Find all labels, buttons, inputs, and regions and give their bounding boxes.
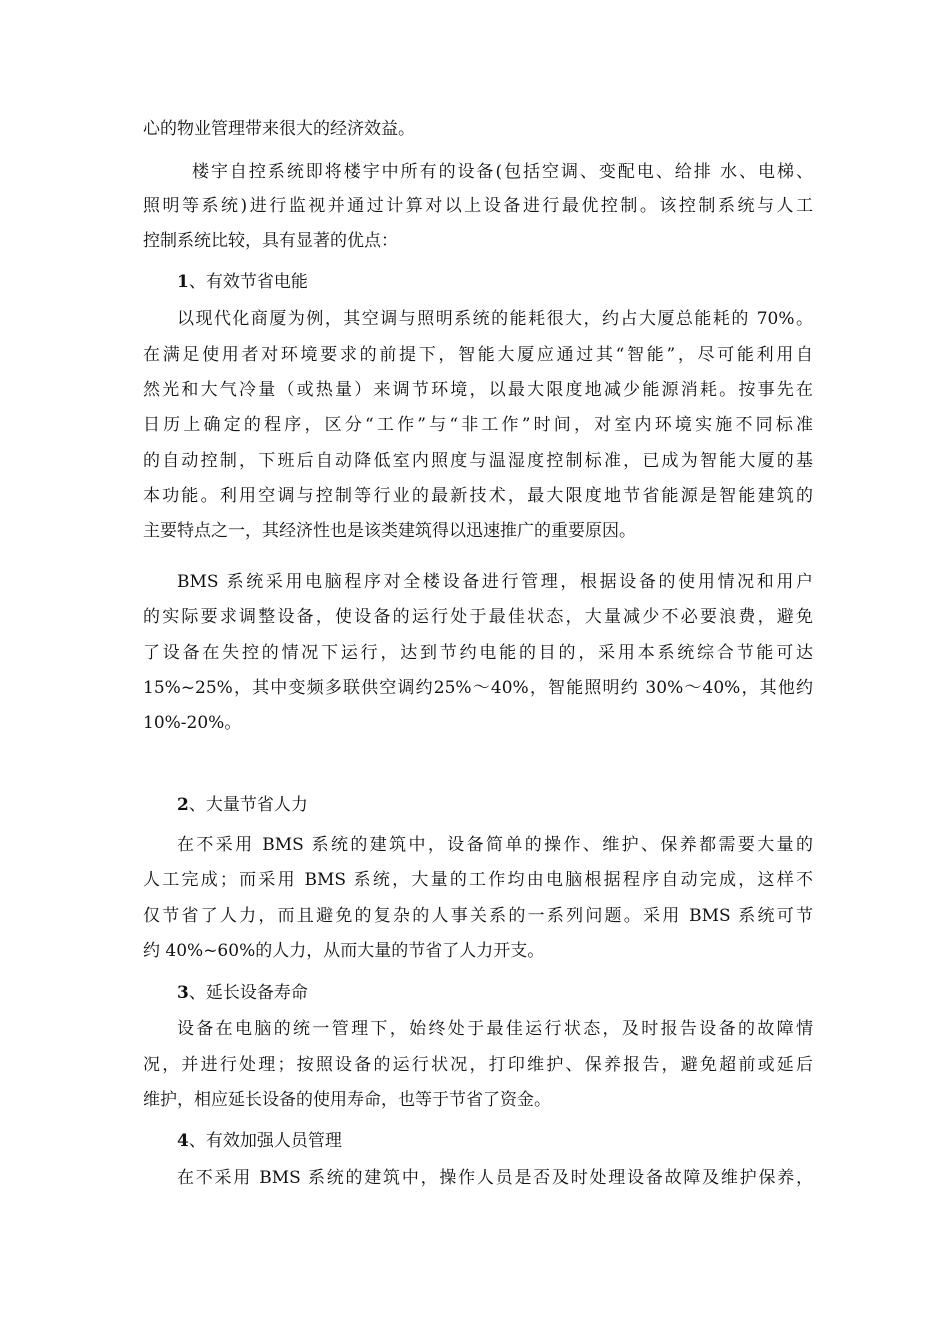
text-line: 心的物业管理带来很大的经济效益。 [143,119,415,139]
text-line: 在不采用 BMS 系统的建筑中，设备简单的操作、维护、保养都需要大量的 [177,835,813,855]
text-line: 15%~25%，其中变频多联供空调约25%～40%，智能照明约 30%～40%，其他约 [143,678,813,698]
heading-text: 、大量节省人力 [188,795,308,815]
heading-text: 、有效加强人员管理 [188,1131,342,1151]
text-line: 楼宇自控系统即将楼宇中所有的设备(包括空调、变配电、给排 水、电梯、 [192,162,813,182]
text-line: 然光和大气冷量（或热量）来调节环境，以最大限度地减少能源消耗。按事先在 [143,380,813,400]
text-line: 设备在电脑的统一管理下，始终处于最佳运行状态，及时报告设备的故障情 [177,1019,813,1039]
text-line: 主要特点之一，其经济性也是该类建筑得以迅速推广的重要原因。 [143,521,636,541]
text-line: 的实际要求调整设备，使设备的运行处于最佳状态，大量减少不必要浪费，避免 [143,607,813,627]
text-line: 仅节省了人力，而且避免的复杂的人事关系的一系列问题。采用 BMS 系统可节 [143,906,813,926]
text-line: 约 40%~60%的人力，从而大量的节省了人力开支。 [143,941,545,961]
text-line: 况，并进行处理；按照设备的运行状况，打印维护、保养报告，避免超前或延后 [143,1055,813,1075]
section-heading-2 [177,788,813,822]
heading-text: 、有效节省电能 [188,272,308,292]
heading-number: 1 [177,272,189,292]
text-line: 了设备在失控的情况下运行，达到节约电能的目的，采用本系统综合节能可达 [143,643,813,663]
heading-number: 4 [177,1131,189,1151]
section-heading-1 [177,265,813,299]
text-line: 的自动控制，下班后自动降低室内照度与温湿度控制标准，已成为智能大厦的基 [143,451,813,471]
heading-number: 2 [177,795,189,815]
text-line: 在不采用 BMS 系统的建筑中，操作人员是否及时处理设备故障及维护保养， [177,1168,813,1188]
text-line: 控制系统比较，具有显著的优点： [143,231,398,251]
text-line: 日历上确定的程序，区分“工作”与“非工作”时间，对室内环境实施不同标准 [143,415,813,435]
text-line: 人工完成；而采用 BMS 系统，大量的工作均由电脑根据程序自动完成，这样不 [143,870,813,890]
section-heading-4 [177,1124,813,1158]
text-line: 以现代化商厦为例，其空调与照明系统的能耗很大，约占大厦总能耗的 70%。 [177,309,813,329]
text-line: 10%-20%。 [143,713,242,733]
text-line: 维护，相应延长设备的使用寿命，也等于节省了资金。 [143,1090,551,1110]
heading-number: 3 [177,983,189,1003]
text-line: 照明等系统)进行监视并通过计算对以上设备进行最优控制。该控制系统与人工 [143,196,813,216]
text-line: 在满足使用者对环境要求的前提下，智能大厦应通过其“智能”，尽可能利用自 [143,345,813,365]
text-line: 本功能。利用空调与控制等行业的最新技术，最大限度地节省能源是智能建筑的 [143,486,813,506]
section-heading-3 [177,976,813,1010]
text-line: BMS 系统采用电脑程序对全楼设备进行管理，根据设备的使用情况和用户 [177,572,813,592]
heading-text: 、延长设备寿命 [188,983,308,1003]
